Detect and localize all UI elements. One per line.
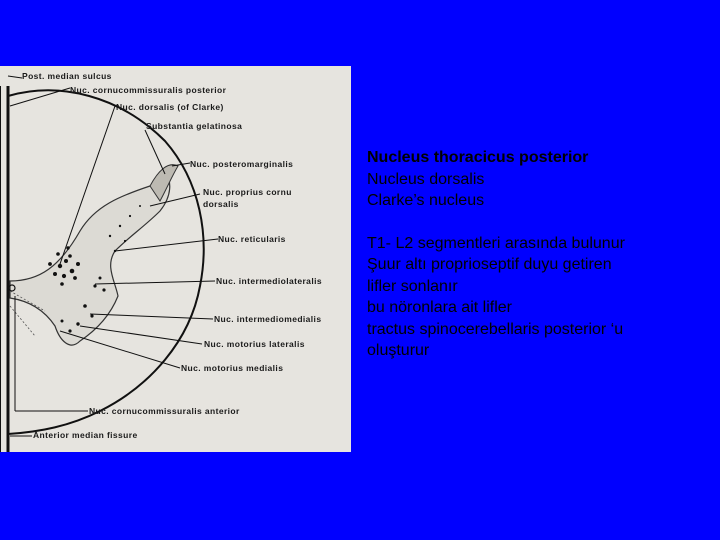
- paragraph-line-5: tractus spinocerebellaris posterior ‘u: [367, 320, 624, 338]
- label-nuc-cornucommissuralis-posterior: Nuc. cornucommissuralis posterior: [70, 85, 227, 95]
- synonym-line-1: Nucleus dorsalis: [367, 170, 485, 188]
- spinal-cord-diagram: [0, 66, 351, 452]
- label-nuc-proprius-cornu: Nuc. proprius cornu: [203, 187, 292, 197]
- paragraph-line-4: bu nöronlara ait lifler: [367, 299, 512, 316]
- spacer: [367, 212, 712, 233]
- description-text: [367, 147, 712, 362]
- paragraph-line-2: Şuur altı proprioseptif duyu getiren: [367, 256, 612, 273]
- synonym-line-2: Clarke’s nucleus: [367, 192, 485, 209]
- label-dorsalis: dorsalis: [203, 199, 239, 209]
- label-nuc-dorsalis-clarke: Nuc. dorsalis (of Clarke): [116, 102, 224, 112]
- label-anterior-median-fissure: Anterior median fissure: [33, 430, 138, 440]
- label-substantia-gelatinosa: Substantia gelatinosa: [146, 121, 243, 131]
- label-nuc-cornucommissuralis-anterior: Nuc. cornucommissuralis anterior: [89, 406, 240, 416]
- label-nuc-reticularis: Nuc. reticularis: [218, 234, 286, 244]
- label-post-median-sulcus: Post. median sulcus: [22, 71, 112, 81]
- label-nuc-posteromarginalis: Nuc. posteromarginalis: [190, 159, 294, 169]
- label-nuc-motorius-lateralis: Nuc. motorius lateralis: [204, 339, 305, 349]
- label-nuc-intermediomedialis: Nuc. intermediomedialis: [214, 314, 322, 324]
- title-line: Nucleus thoracicus posterior: [367, 149, 589, 166]
- grey-matter: [10, 171, 170, 345]
- paragraph-line-3: lifler sonlanır: [367, 277, 458, 295]
- label-nuc-intermediolateralis: Nuc. intermediolateralis: [216, 276, 322, 286]
- paragraph-line-6: oluşturur: [367, 342, 430, 359]
- spinal-cord-svg: [0, 66, 351, 452]
- paragraph-line-1: T1- L2 segmentleri arasında bulunur: [367, 234, 625, 252]
- label-nuc-motorius-medialis: Nuc. motorius medialis: [181, 363, 284, 373]
